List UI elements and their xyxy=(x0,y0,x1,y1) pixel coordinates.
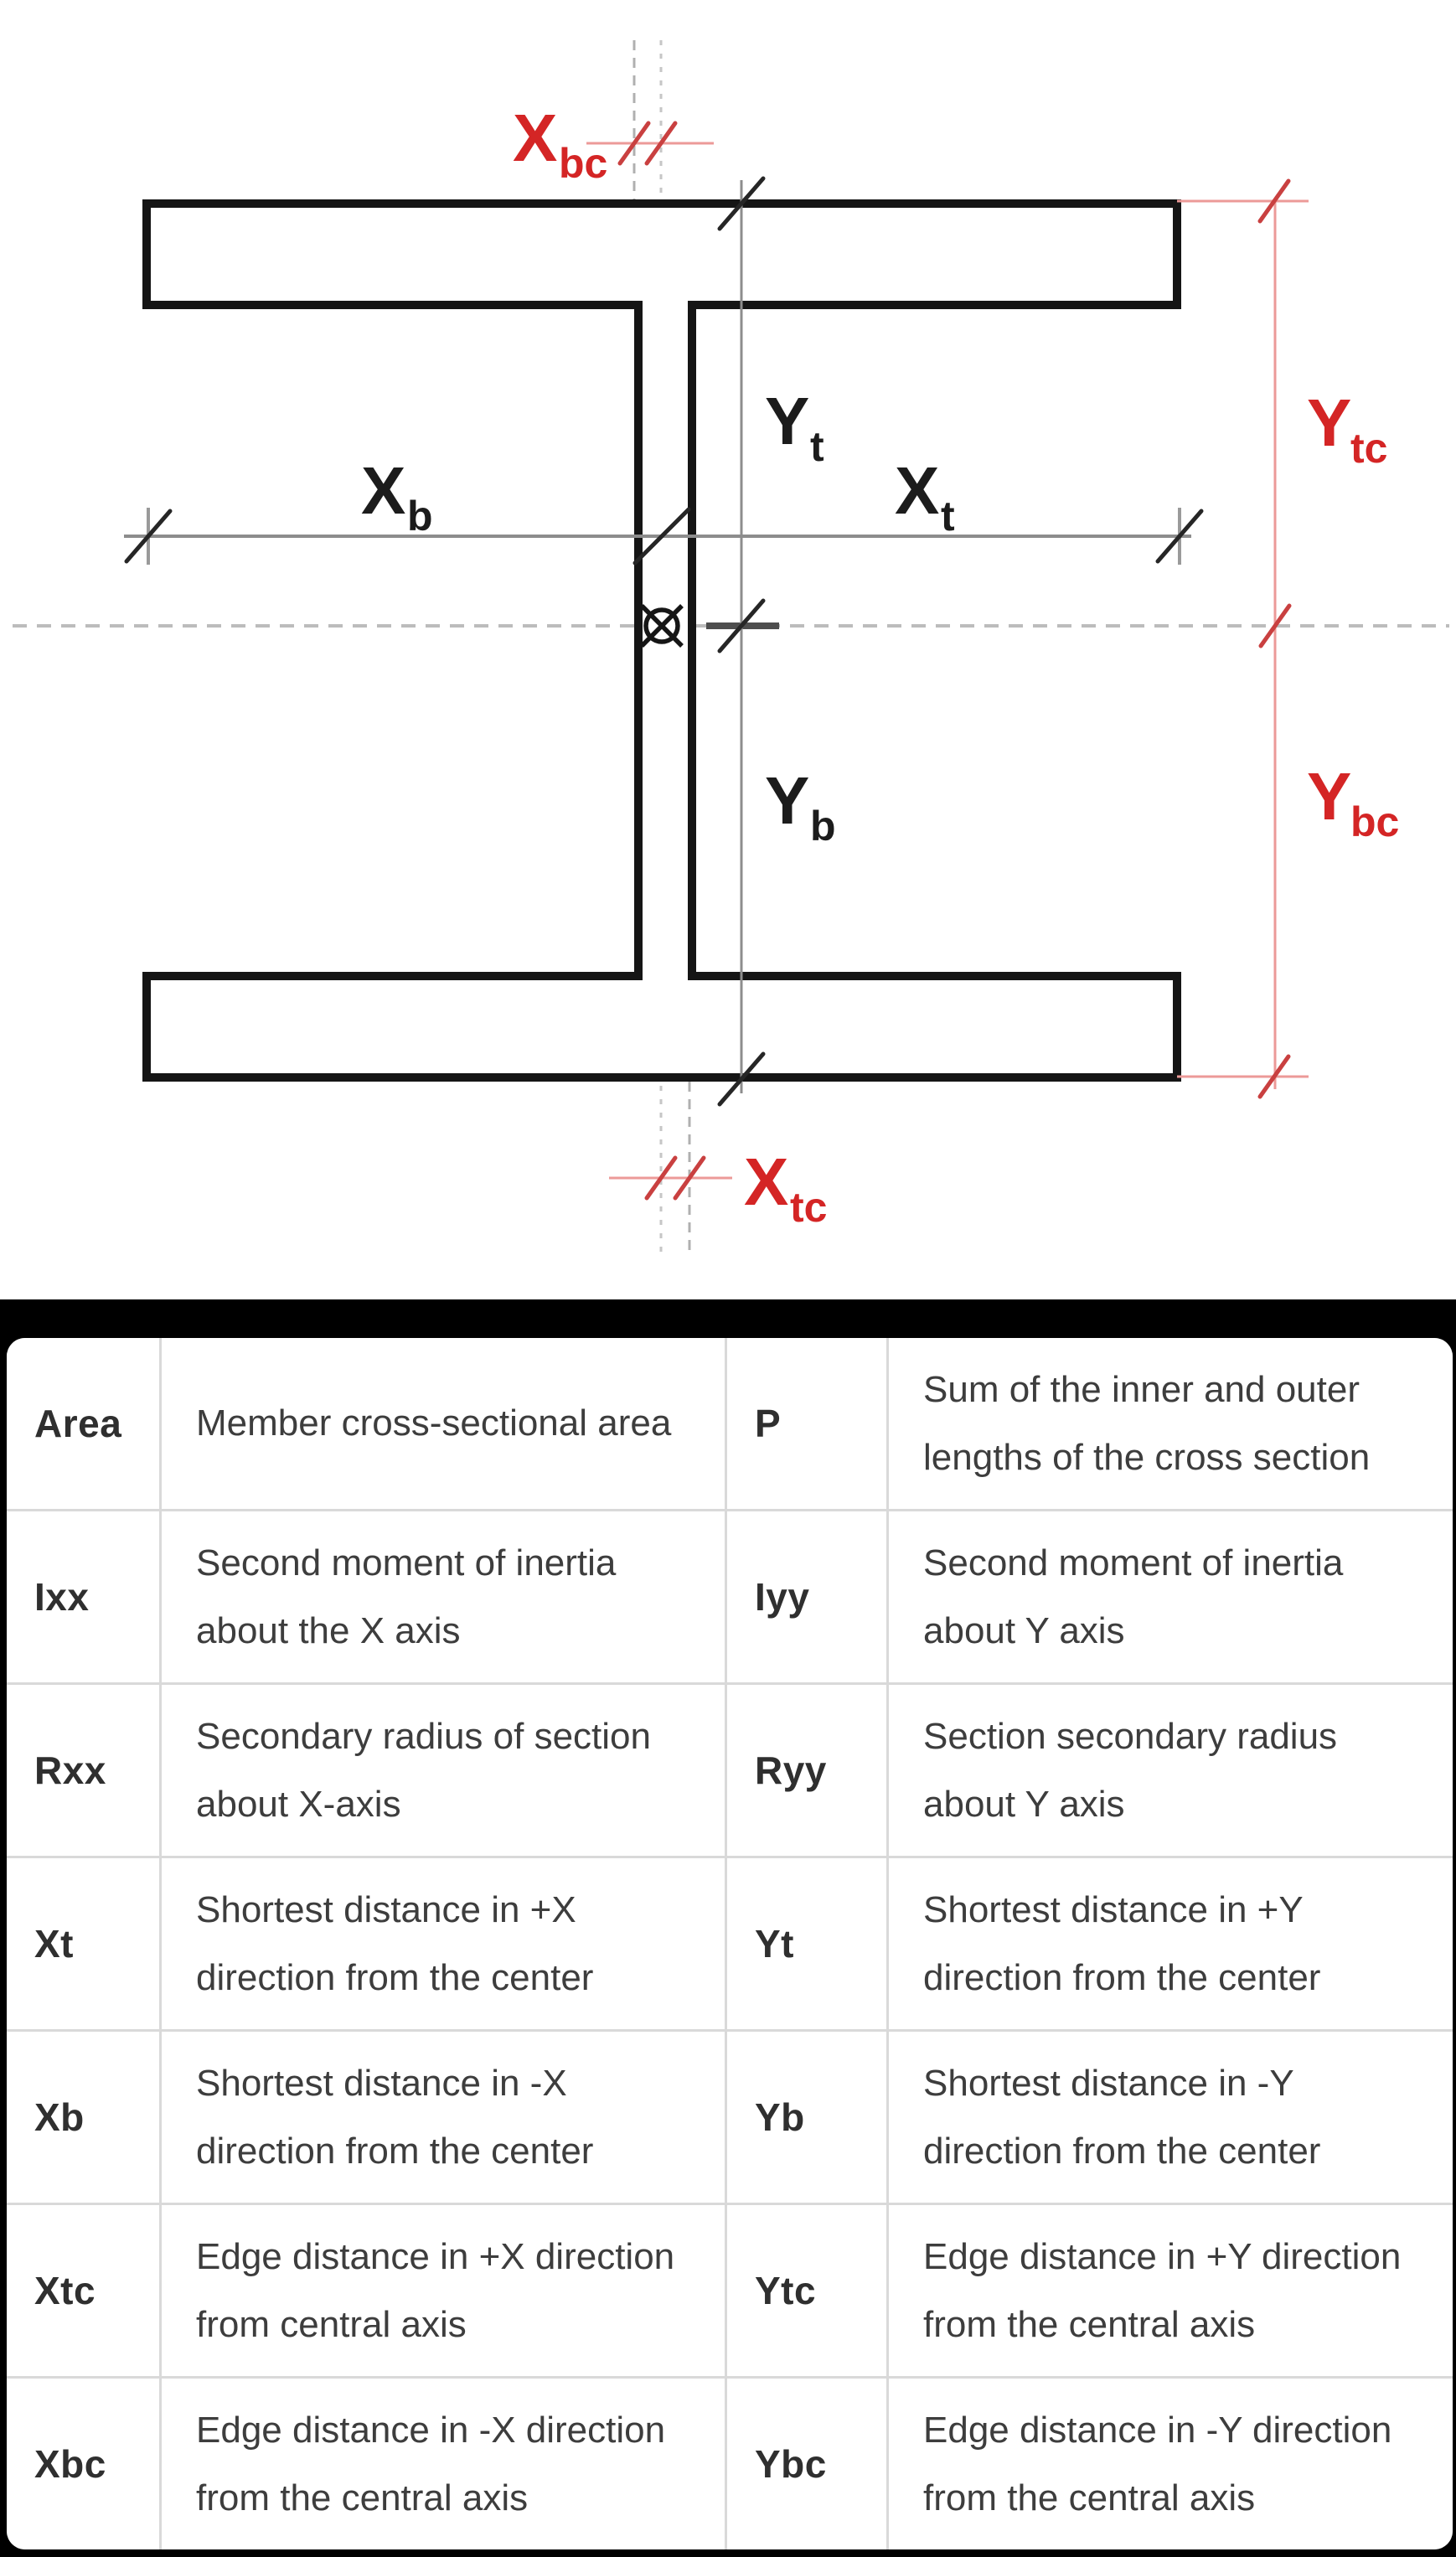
description-cell: Member cross-sectional area xyxy=(162,1338,725,1509)
term-cell: Xbc xyxy=(7,2379,159,2549)
description-cell: Shortest distance in +X direction from the center xyxy=(162,1858,725,2029)
label-ytc: Y xyxy=(1307,385,1352,460)
label-ybc: Y xyxy=(1307,759,1352,834)
description-cell: Sum of the inner and outer lengths of the cross section xyxy=(889,1338,1453,1509)
label-yt-sub: t xyxy=(810,423,824,470)
label-ytc-sub: tc xyxy=(1350,425,1388,472)
term-cell: Ixx xyxy=(7,1511,159,1682)
term-cell: Yb xyxy=(727,2032,886,2203)
label-xbc-sub: bc xyxy=(559,140,608,187)
description-cell: Shortest distance in -Y direction from the center xyxy=(889,2032,1453,2203)
label-xb-sub: b xyxy=(407,493,433,540)
definitions-panel xyxy=(0,1299,1456,2557)
label-xb: X xyxy=(361,453,406,528)
description-cell: Second moment of inertia about the X axis xyxy=(162,1511,725,1682)
description-cell: Edge distance in +Y direction from the central axis xyxy=(889,2205,1453,2376)
term-cell: Ytc xyxy=(727,2205,886,2376)
term-cell: Yt xyxy=(727,1858,886,2029)
description-cell: Edge distance in -X direction from the central axis xyxy=(162,2379,725,2549)
label-xtc-sub: tc xyxy=(790,1184,828,1231)
dimension-xtc xyxy=(609,1144,827,1231)
description-cell: Edge distance in +X direction from central axis xyxy=(162,2205,725,2376)
term-cell: Ybc xyxy=(727,2379,886,2549)
term-cell: Xtc xyxy=(7,2205,159,2376)
label-xbc: X xyxy=(513,101,558,175)
label-yt: Y xyxy=(765,384,810,458)
description-cell: Shortest distance in -X direction from the center xyxy=(162,2032,725,2203)
description-cell: Second moment of inertia about Y axis xyxy=(889,1511,1453,1682)
label-xt-sub: t xyxy=(941,493,955,540)
label-ybc-sub: bc xyxy=(1350,798,1400,845)
term-cell: Area xyxy=(7,1338,159,1509)
label-xt: X xyxy=(895,453,940,528)
description-cell: Section secondary radius about Y axis xyxy=(889,1685,1453,1856)
description-cell: Edge distance in -Y direction from the central axis xyxy=(889,2379,1453,2549)
label-yb: Y xyxy=(765,763,810,838)
term-cell: P xyxy=(727,1338,886,1509)
description-cell: Shortest distance in +Y direction from the center xyxy=(889,1858,1453,2029)
dimension-ytc-ybc xyxy=(1177,181,1399,1097)
definitions-table xyxy=(7,1338,1453,2549)
term-cell: Rxx xyxy=(7,1685,159,1856)
centroid-marker xyxy=(642,606,682,646)
label-xtc: X xyxy=(744,1144,789,1219)
dimension-xbc xyxy=(513,101,714,187)
term-cell: Xb xyxy=(7,2032,159,2203)
term-cell: Iyy xyxy=(727,1511,886,1682)
term-cell: Xt xyxy=(7,1858,159,2029)
label-yb-sub: b xyxy=(810,803,836,850)
description-cell: Secondary radius of section about X-axis xyxy=(162,1685,725,1856)
y-dimension-line xyxy=(720,178,763,1104)
term-cell: Ryy xyxy=(727,1685,886,1856)
